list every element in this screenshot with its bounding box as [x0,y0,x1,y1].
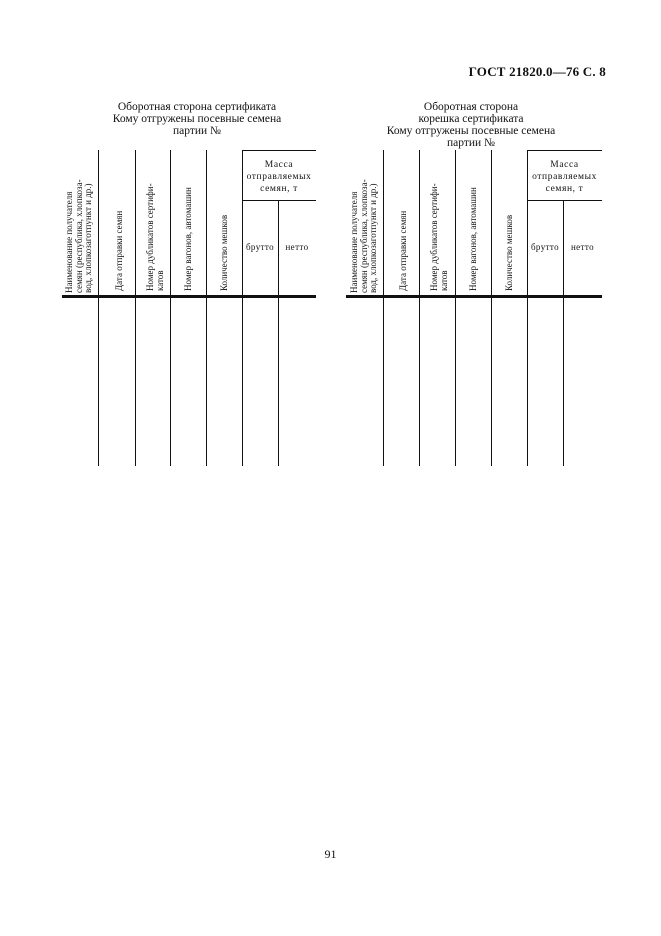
send-date-column-header: Дата отправки семян [114,210,124,291]
table-top-rule [242,150,316,151]
column-divider [98,150,99,466]
wagon-number-column-header: Номер вагонов, автомашин [468,187,478,291]
mass-subcolumn-divider [278,200,279,466]
left-form-title [94,101,300,137]
wagon-number-column-header: Номер вагонов, автомашин [183,187,193,291]
recipient-column-header: Наименование получателя семян (республика, хлопкоза- вод, хлопкозаготпункт и др.) [349,179,378,293]
page-header: ГОСТ 21820.0—76 С. 8 [468,64,606,79]
mass-column-header: Масса отправляемых семян, т [246,160,312,194]
right-title-line-4: партии № [446,137,496,149]
duplicate-number-column-header: Номер дубликатов сертифи- катов [145,183,165,291]
gross-subcolumn-header: брутто [530,242,560,252]
mass-column-header: Масса отправляемых семян, т [532,160,597,194]
column-divider [170,150,171,466]
left-title-line-1: Оборотная сторона сертификата [117,101,277,113]
mass-subheader-rule [242,200,316,201]
right-title-line-1: Оборотная сторона [423,101,519,113]
table-top-rule [527,150,602,151]
send-date-column-header: Дата отправки семян [398,210,408,291]
column-divider [206,150,207,466]
recipient-column-header: Наименование получателя семян (республика, хлопкоза- вод, хлопкозаготпункт и др.) [64,179,93,293]
column-divider [383,150,384,466]
column-divider [455,150,456,466]
bags-count-column-header: Количество мешков [504,214,514,291]
right-title-line-2: корешка сертификата [418,113,524,125]
mass-subcolumn-divider [563,200,564,466]
net-subcolumn-header: нетто [285,242,309,252]
left-shipment-table [62,150,316,466]
gross-subcolumn-header: брутто [245,242,275,252]
left-title-line-2: Кому отгружены посевные семена [112,113,282,125]
duplicate-number-column-header: Номер дубликатов сертифи- катов [429,183,449,291]
column-divider [419,150,420,466]
left-title-line-3: партии № [172,125,222,137]
right-form-title [368,101,574,149]
column-divider [491,150,492,466]
bags-count-column-header: Количество мешков [219,214,229,291]
column-divider [242,150,243,466]
right-title-line-3: Кому отгружены посевные семена [386,125,556,137]
column-divider [527,150,528,466]
page-number: 91 [324,847,337,861]
right-shipment-table [346,150,602,466]
net-subcolumn-header: нетто [570,242,595,252]
column-divider [135,150,136,466]
mass-subheader-rule [527,200,602,201]
